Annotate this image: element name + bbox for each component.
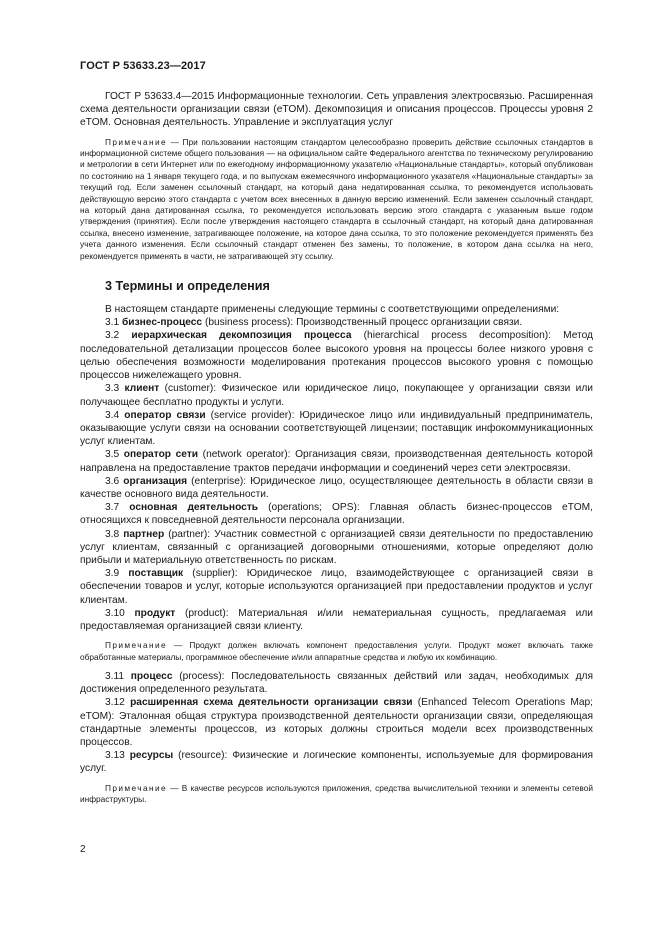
term-text: (hierarchical process decomposition): Метод последовательной детализации процессов более высокого уровня на процессы более низкого уровня с целью обеспечения возможности моделирования протекания процессов высокого уровня с помощью процессов нижележащего уровня. (80, 330, 593, 382)
note-product (80, 640, 593, 663)
note-label: Примечание (105, 136, 168, 147)
term-text: (resource): Физические и логические компоненты, используемые для формирования услуг. (80, 750, 593, 775)
term-definition (80, 409, 593, 449)
term-text: (service provider): Юридическое лицо или индивидуальный предприниматель, оказывающие услуги связи на основании соответствующей лицензии; поставщик инфокоммуникационных услуг клиентам. (80, 409, 593, 448)
term-definition (80, 316, 593, 329)
page-number: 2 (80, 844, 86, 855)
term-text: (enterprise): Юридическое лицо, осуществляющее деятельность в области связи в качестве основного вида деятельности. (80, 475, 593, 500)
term-number: 3.12 (105, 697, 125, 709)
term-text: (partner): Участник совместной с организацией связи деятельности по предоставлению услуг клиентам, связанный с организацией договорными отношениями, которые определяют долю прибыли и материальную ответственность по рискам. (80, 528, 593, 566)
term-name: поставщик (128, 568, 184, 580)
term-number: 3.4 (105, 409, 120, 421)
term-definition (80, 528, 593, 568)
term-list (80, 316, 593, 633)
term-text: (customer): Физическое или юридическое лицо, покупающее у организации связи или получающее бесплатно продукты и услуги. (80, 383, 593, 408)
term-name: партнер (123, 528, 165, 540)
term-name: ресурсы (129, 750, 174, 762)
term-name: клиент (124, 383, 160, 395)
term-definition (80, 567, 593, 607)
term-definition (80, 607, 593, 633)
section-title: 3 Термины и определения (105, 279, 270, 294)
document-body (80, 90, 593, 805)
term-text: (business process): Производственный процесс организации связи. (202, 317, 523, 329)
term-name: процесс (130, 670, 173, 682)
term-name: бизнес-процесс (122, 317, 203, 329)
term-name: оператор связи (124, 409, 206, 421)
term-list (80, 670, 593, 776)
term-definition (80, 501, 593, 527)
term-number: 3.9 (105, 568, 120, 580)
term-name: оператор сети (123, 449, 199, 461)
term-name: иерархическая декомпозиция процесса (131, 330, 352, 342)
term-text: (supplier): Юридическое лицо, взаимодействующее с организацией связи в обеспечении товаров и услуг, которые используются организацией при предоставлении продуктов и услуг клиентам. (80, 568, 593, 606)
term-number: 3.8 (105, 528, 120, 540)
term-definition (80, 448, 593, 474)
term-text: (network operator): Организация связи, производственная деятельность которой направлена на предоставление трактов передачи информации и соединений через сети электросвязи. (80, 449, 593, 474)
term-number: 3.13 (105, 750, 125, 762)
term-name: продукт (134, 607, 176, 619)
term-number: 3.11 (105, 670, 125, 682)
term-definition (80, 329, 593, 382)
term-number: 3.3 (105, 383, 120, 395)
term-definition (80, 670, 593, 696)
note-text: — При пользовании настоящим стандартом целесообразно проверить действие ссылочных стандартов в информационной системе общего пользования — на официальном сайте Федерального агентства по техническому регулированию и метрологии в сети Интернет или по ежегодному информационному указателю «Национальные стандарты», который опубликован по состоянию на 1 января текущего года, и по выпускам ежемесячного информационного указателя «Национальные стандарты» за текущий год. Если заменен ссылочный стандарт, на который дана недатированная ссылка, то рекомендуется использовать действующую версию этого стандарта с учетом всех внесенных в данную версию изменений. Если заменен ссылочный стандарт, на который дана датированная ссылка, то рекомендуется использовать версию этого стандарта с указанным выше годом утверждения (принятия). Если после утверждения настоящего стандарта в ссылочный стандарт, на который дана датированная ссылка, внесено изменение, затрагивающее положение, на которое дана ссылка, то это положение рекомендуется применять без учета данного изменения. Если ссылочный стандарт отменен без замены, то положение, в котором дана ссылка на него, рекомендуется применять в части, не затрагивающей эту ссылку. (80, 136, 593, 261)
term-number: 3.6 (105, 475, 120, 487)
section-intro: В настоящем стандарте применены следующие термины с соответствующими определениями: (105, 304, 560, 316)
term-definition (80, 382, 593, 408)
term-number: 3.1 (105, 317, 120, 329)
term-text: (product): Материальная и/или нематериальная сущность, предлагаемая или предоставляемая организацией связи клиенту. (80, 607, 593, 632)
term-number: 3.2 (105, 330, 120, 342)
note-text: — В качестве ресурсов используются приложения, средства вычислительной техники и элементы сетевой инфраструктуры. (80, 782, 593, 804)
note-text: — Продукт должен включать компонент предоставления услуги. Продукт может включать также обработанные материалы, программное обеспечение и/или аппаратные средства и любую их комбинацию. (80, 640, 593, 662)
note-label: Примечание (105, 640, 168, 651)
note-label: Примечание (105, 782, 168, 793)
term-text: (process): Последовательность связанных действий или задач, необходимых для достижения определенного результата. (80, 670, 593, 696)
term-name: основная деятельность (129, 502, 259, 514)
term-definition (80, 475, 593, 501)
term-text: (Enhanced Telecom Operations Map; eTOM): Эталонная общая структура производственной деятельности организации связи, определяющая стандартные элементы процессов, из которых должны строиться модели всех производственных процессов. (80, 697, 594, 748)
note-referenced-standards (80, 137, 593, 262)
term-definition (80, 696, 593, 749)
note-resources (80, 783, 593, 806)
term-name: расширенная схема деятельности организации связи (130, 697, 413, 709)
document-header: ГОСТ Р 53633.23—2017 (80, 60, 206, 72)
term-number: 3.5 (105, 449, 120, 461)
term-number: 3.10 (105, 607, 125, 619)
term-number: 3.7 (105, 502, 120, 514)
term-name: организация (123, 475, 188, 487)
term-definition (80, 749, 593, 775)
reference-paragraph: ГОСТ Р 53633.4—2015 Информационные технологии. Сеть управления электросвязью. Расширенная схема деятельности организации связи (eTOM). Декомпозиция и описания процессов. Процессы уровня 2 eTOM. Основная деятельность. Управление и эксплуатация услуг (80, 91, 593, 129)
term-text: (operations; OPS): Главная область бизнес-процессов eTOM, относящихся к повседневной деятельности персонала организации. (80, 502, 593, 527)
